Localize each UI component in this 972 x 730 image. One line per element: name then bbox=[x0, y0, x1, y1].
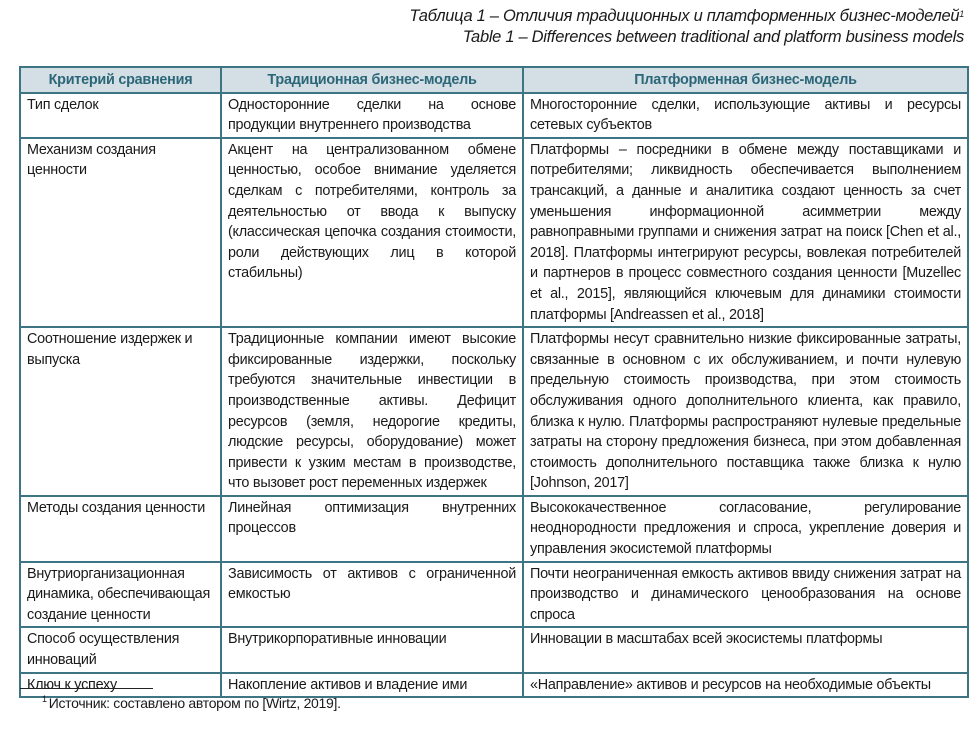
platform-cell: «Направление» активов и ресурсов на необходимые объекты bbox=[523, 673, 968, 698]
traditional-cell: Линейная оптимизация внутренних процессов bbox=[221, 496, 523, 562]
traditional-cell: Традиционные компании имеют высокие фиксированные издержки, поскольку требуются значительные инвестиции в производственные активы. Дефицит ресурсов (земля, недорогие кредиты, людские ресурсы, оборудование) может привести к узким местам в производстве, что вызовет рост переменных издержек bbox=[221, 327, 523, 496]
header-criterion: Критерий сравнения bbox=[20, 67, 221, 93]
comparison-table bbox=[19, 66, 969, 698]
traditional-cell: Накопление активов и владение ими bbox=[221, 673, 523, 698]
platform-cell: Платформы несут сравнительно низкие фиксированные затраты, связанные в основном с их обслуживанием, и почти нулевую предельную стоимость производства, при этом стоимость обслуживания одного дополнительного клиента, как правило, близка к нулю. Платформы распространяют нулевые предельные затраты на сторону предложения бизнеса, при этом добавленная стоимость дополнительного поставщика также близка к нулю [Johnson, 2017] bbox=[523, 327, 968, 496]
table-row bbox=[20, 496, 968, 562]
criterion-cell: Способ осуществления инноваций bbox=[20, 627, 221, 672]
criterion-cell: Ключ к успеху bbox=[20, 673, 221, 698]
footnote-text: Источник: составлено автором по [Wirtz, 2019]. bbox=[48, 695, 341, 711]
platform-cell: Почти неограниченная емкость активов ввиду снижения затрат на производство и динамического ценообразования на основе спроса bbox=[523, 562, 968, 628]
traditional-cell: Зависимость от активов с ограниченной емкостью bbox=[221, 562, 523, 628]
header-platform: Платформенная бизнес-модель bbox=[523, 67, 968, 93]
traditional-cell: Односторонние сделки на основе продукции внутреннего производства bbox=[221, 93, 523, 138]
platform-cell: Инновации в масштабах всей экосистемы платформы bbox=[523, 627, 968, 672]
caption-ru: Таблица 1 – Отличия традиционных и платформенных бизнес-моделей$^1$ bbox=[409, 7, 964, 25]
table-row bbox=[20, 93, 968, 138]
table-row bbox=[20, 627, 968, 672]
traditional-cell: Акцент на централизованном обмене ценностью, особое внимание уделяется сделкам с потребителями, контроль за деятельностью от ввода к выпуску (классическая цепочка создания стоимости, роли действующих лиц в которой стабильны) bbox=[221, 138, 523, 327]
caption-en: Table 1 – Differences between traditional and platform business models bbox=[462, 28, 964, 46]
criterion-cell: Механизм создания ценности bbox=[20, 138, 221, 327]
criterion-cell: Тип сделок bbox=[20, 93, 221, 138]
criterion-cell: Методы создания ценности bbox=[20, 496, 221, 562]
table-row bbox=[20, 562, 968, 628]
table-row bbox=[20, 138, 968, 327]
footnote-mark: 1 bbox=[959, 9, 964, 19]
footnote bbox=[42, 695, 341, 711]
table-caption bbox=[409, 6, 964, 48]
header-row bbox=[20, 67, 968, 93]
footnote-mark: 1 bbox=[42, 694, 47, 704]
platform-cell: Платформы – посредники в обмене между поставщиками и потребителями; ликвидность обеспечивается выполнением трансакций, а данные и аналитика создают ценность за счет уменьшения информационной асимметрии между равноправными группами и снижения затрат на поиск [Chen et al., 2018]. Платформы интегрируют ресурсы, вовлекая потребителей и партнеров в процесс совместного создания ценности [Muzellec et al., 2015], являющийся ключевым для динамики стоимости платформы [Andreassen et al., 2018] bbox=[523, 138, 968, 327]
table-row bbox=[20, 327, 968, 496]
table-row bbox=[20, 673, 968, 698]
header-traditional: Традиционная бизнес-модель bbox=[221, 67, 523, 93]
platform-cell: Высококачественное согласование, регулирование неоднородности предложения и спроса, укрепление доверия и управления экосистемой платформы bbox=[523, 496, 968, 562]
traditional-cell: Внутрикорпоративные инновации bbox=[221, 627, 523, 672]
footnote-divider bbox=[20, 688, 153, 689]
criterion-cell: Соотношение издержек и выпуска bbox=[20, 327, 221, 496]
platform-cell: Многосторонние сделки, использующие активы и ресурсы сетевых субъектов bbox=[523, 93, 968, 138]
criterion-cell: Внутриорганизационная динамика, обеспечивающая создание ценности bbox=[20, 562, 221, 628]
